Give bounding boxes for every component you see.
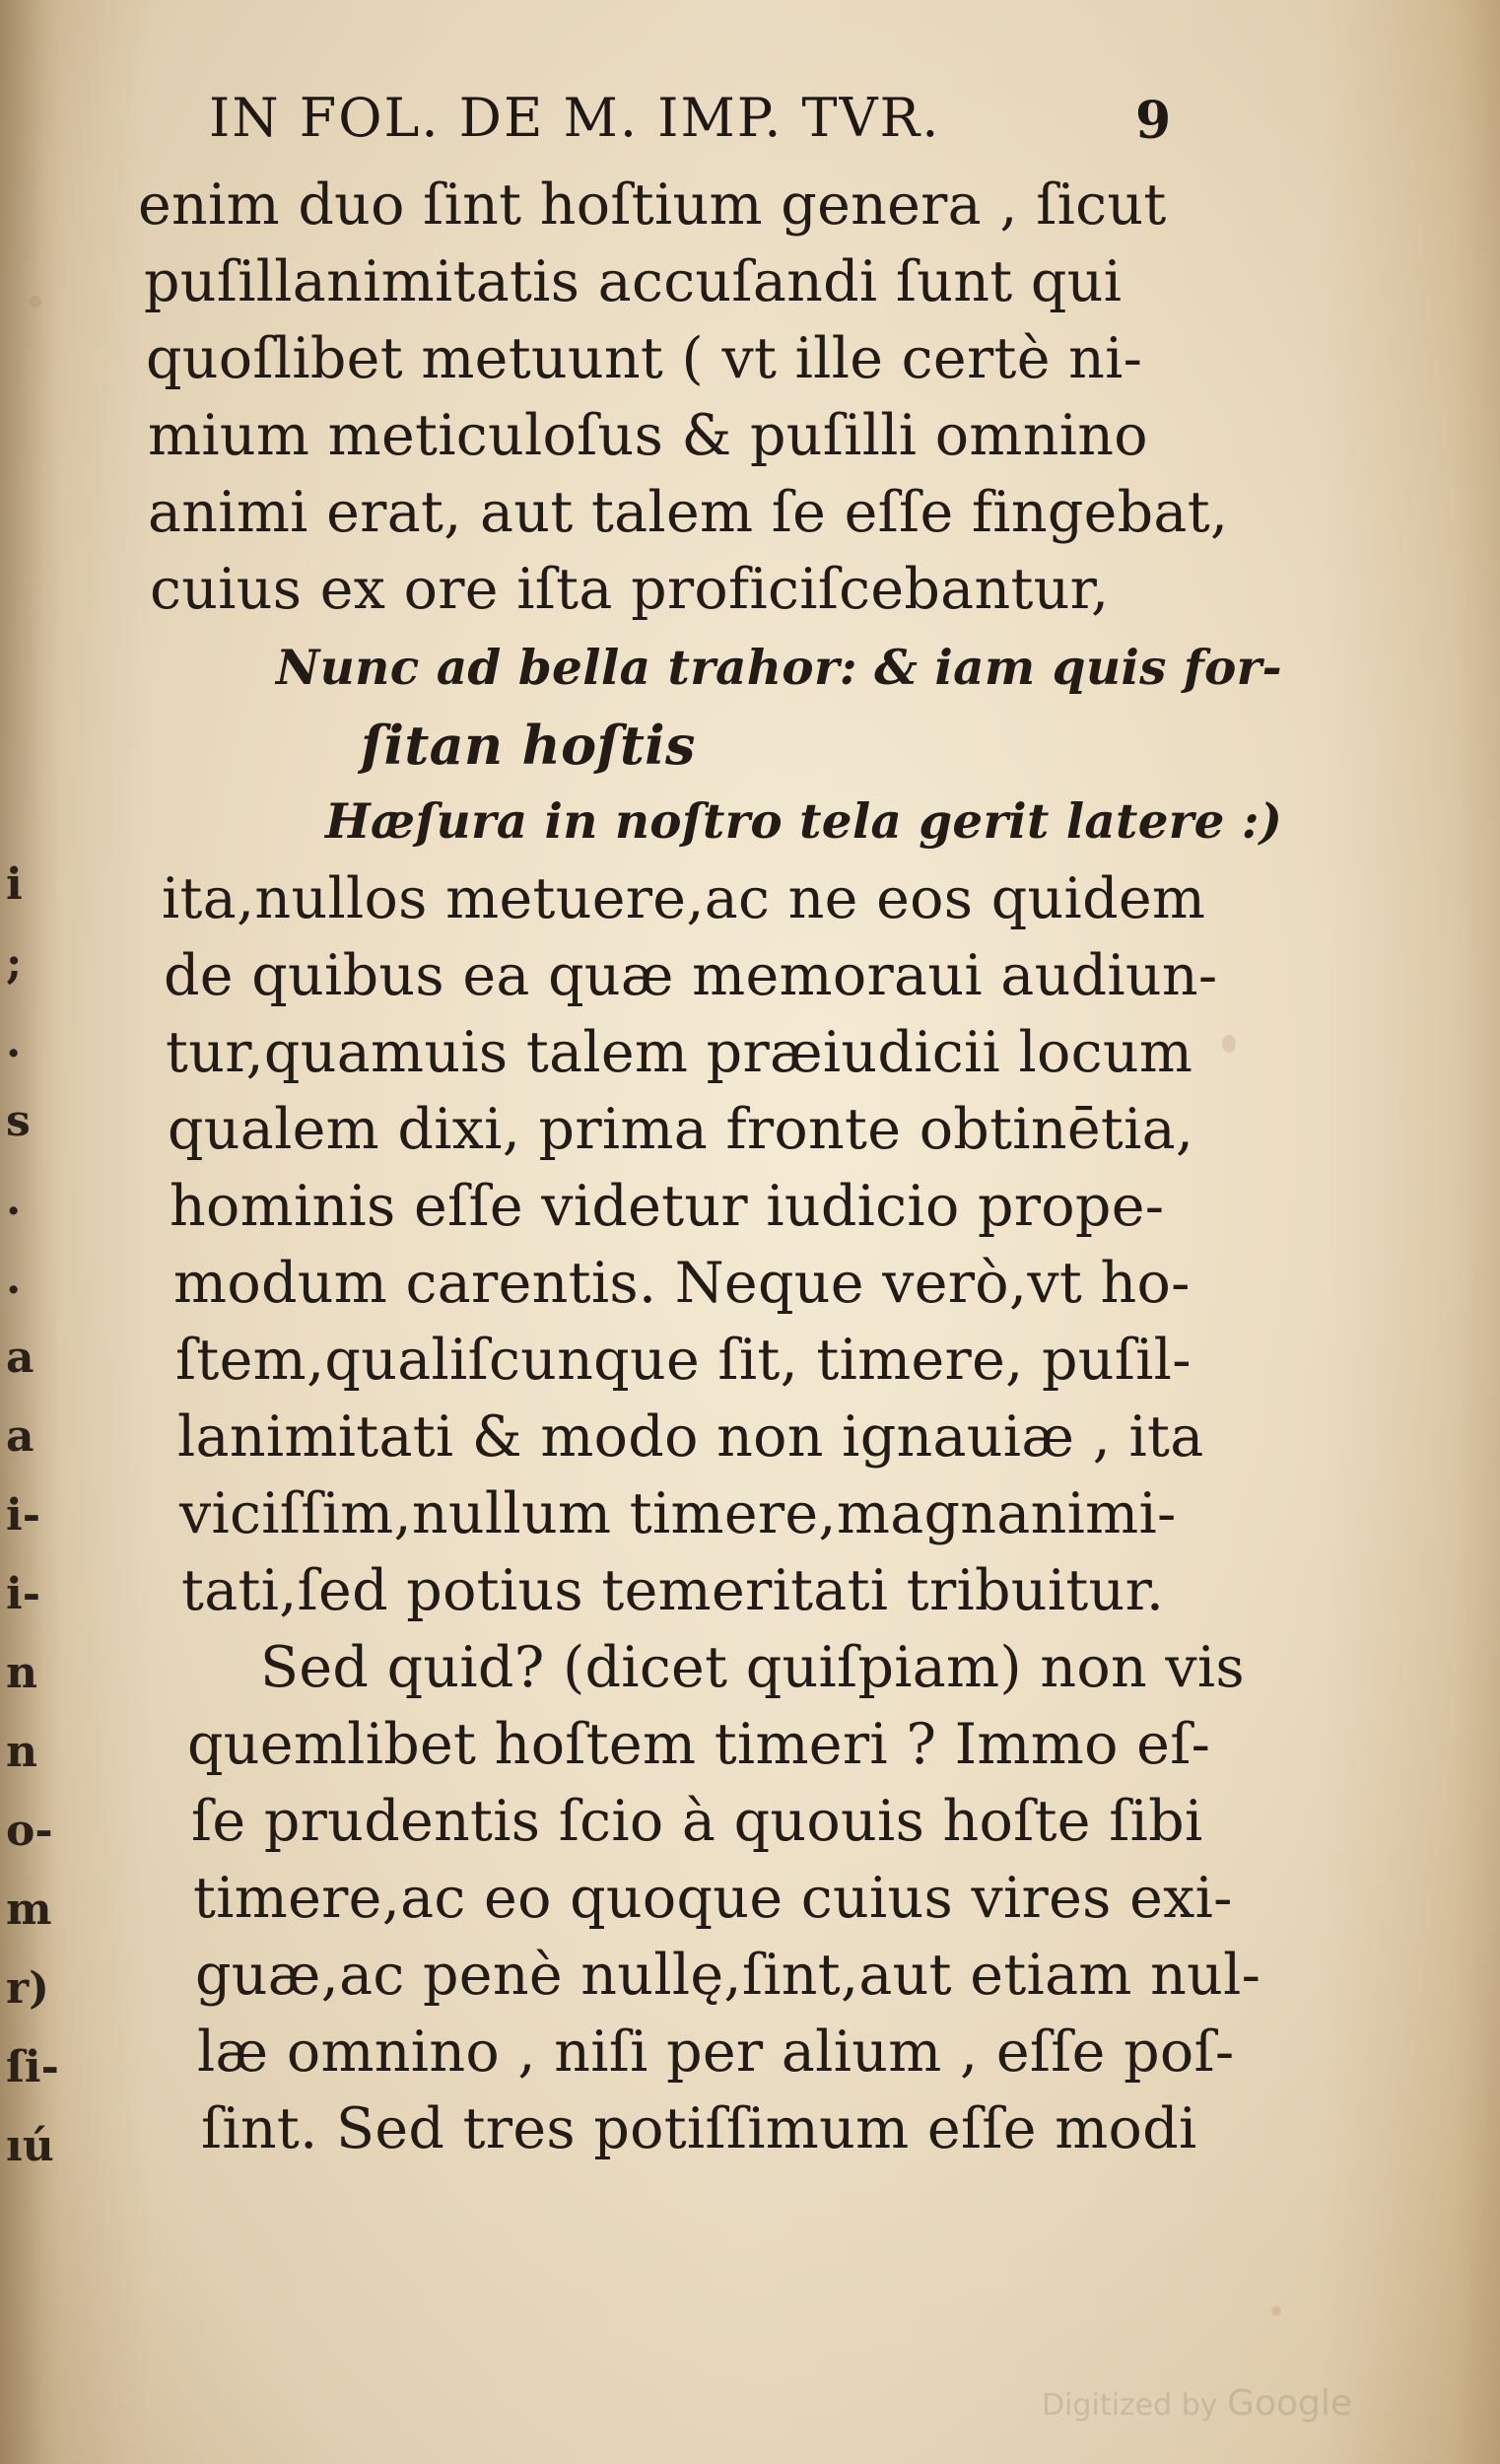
gutter-glyph: n (6, 1727, 37, 1777)
paper-stain (1222, 1035, 1236, 1053)
text-line: animi erat, aut talem ſe eſſe fingebat, (148, 480, 1229, 545)
verse-line: Hæſura in noſtro tela gerit latere :) (325, 794, 1283, 850)
text-line: qualem dixi, prima fronte obtinētia, (168, 1097, 1194, 1162)
paper-stain (30, 296, 41, 308)
verse-line: ſitan hoſtis (361, 714, 696, 777)
gutter-glyph: ıú (6, 2121, 54, 2171)
paper-stain (1271, 2306, 1281, 2316)
gutter-glyph: a (6, 1411, 34, 1462)
text-line: tati,ſed potius temeritati tribuitur. (181, 1558, 1165, 1623)
text-line: ſint. Sed tres potiſſimum eſſe modi (201, 2096, 1197, 2161)
gutter-glyph: n (6, 1648, 37, 1698)
text-line: ita,nullos metuere,ac ne eos quidem (162, 866, 1206, 931)
text-line: modum carentis. Neque verò,vt ho- (173, 1251, 1191, 1316)
text-line: puſillanimitatis accuſandi ſunt qui (144, 249, 1123, 314)
text-line: ſe prudentis ſcio à quouis hoſte ſibi (191, 1789, 1203, 1854)
text-line: viciſſim,nullum timere,magnanimi- (179, 1481, 1177, 1546)
gutter-glyph: ; (6, 938, 23, 989)
gutter-glyph: r) (6, 1963, 49, 2014)
gutter-glyph: . (6, 1254, 22, 1304)
text-line: mium meticuloſus & puſilli omnino (148, 403, 1148, 468)
gutter-glyph: o- (6, 1806, 53, 1856)
text-line: cuius ex ore iſta proficiſcebantur, (150, 557, 1110, 622)
gutter-glyph: ſi- (6, 2042, 59, 2092)
scan-watermark-brand: Google (1227, 2383, 1352, 2424)
verse-line: Nunc ad bella trahor: & iam quis for- (276, 640, 1282, 696)
text-line: de quibus ea quæ memoraui audiun- (164, 943, 1218, 1008)
gutter-glyph: i (6, 859, 23, 910)
text-line: hominis eſſe videtur iudicio prope- (170, 1174, 1165, 1239)
gutter-glyph: m (6, 1884, 52, 1935)
running-head (209, 87, 1185, 166)
facing-page-gutter (0, 0, 61, 2464)
scan-watermark (1042, 2383, 1352, 2424)
gutter-glyph: . (6, 1017, 22, 1067)
text-line: ſtem,qualiſcunque ſit, timere, puſil- (175, 1328, 1192, 1393)
text-line: quemlibet hoſtem timeri ? Immo eſ- (187, 1712, 1211, 1777)
text-line: enim duo ſint hoſtium genera , ſicut (138, 172, 1167, 238)
text-line: guæ,ac penè nullę,ſint,aut etiam nul- (195, 1943, 1261, 2008)
text-line: Sed quid? (dicet quiſpiam) non vis (260, 1635, 1245, 1700)
text-line: lanimitati & modo non ignauiæ , ita (177, 1404, 1204, 1470)
gutter-glyph: i- (6, 1569, 40, 1619)
text-line: tur,quamuis talem præiudicii locum (166, 1020, 1193, 1085)
gutter-glyph: s (6, 1096, 31, 1146)
text-line: quoſlibet metuunt ( vt ille certè ni- (146, 326, 1143, 391)
text-line: læ omnino , niſi per alium , eſſe poſ- (197, 2019, 1235, 2085)
gutter-glyph: a (6, 1333, 34, 1383)
gutter-glyph: i- (6, 1490, 40, 1540)
running-head-title: IN FOL. DE M. IMP. TVR. (209, 87, 941, 149)
page-number: 9 (1135, 91, 1174, 151)
scan-watermark-prefix: Digitized by (1042, 2388, 1218, 2423)
gutter-glyph: . (6, 1175, 22, 1225)
text-line: timere,ac eo quoque cuius vires exi- (193, 1866, 1233, 1931)
